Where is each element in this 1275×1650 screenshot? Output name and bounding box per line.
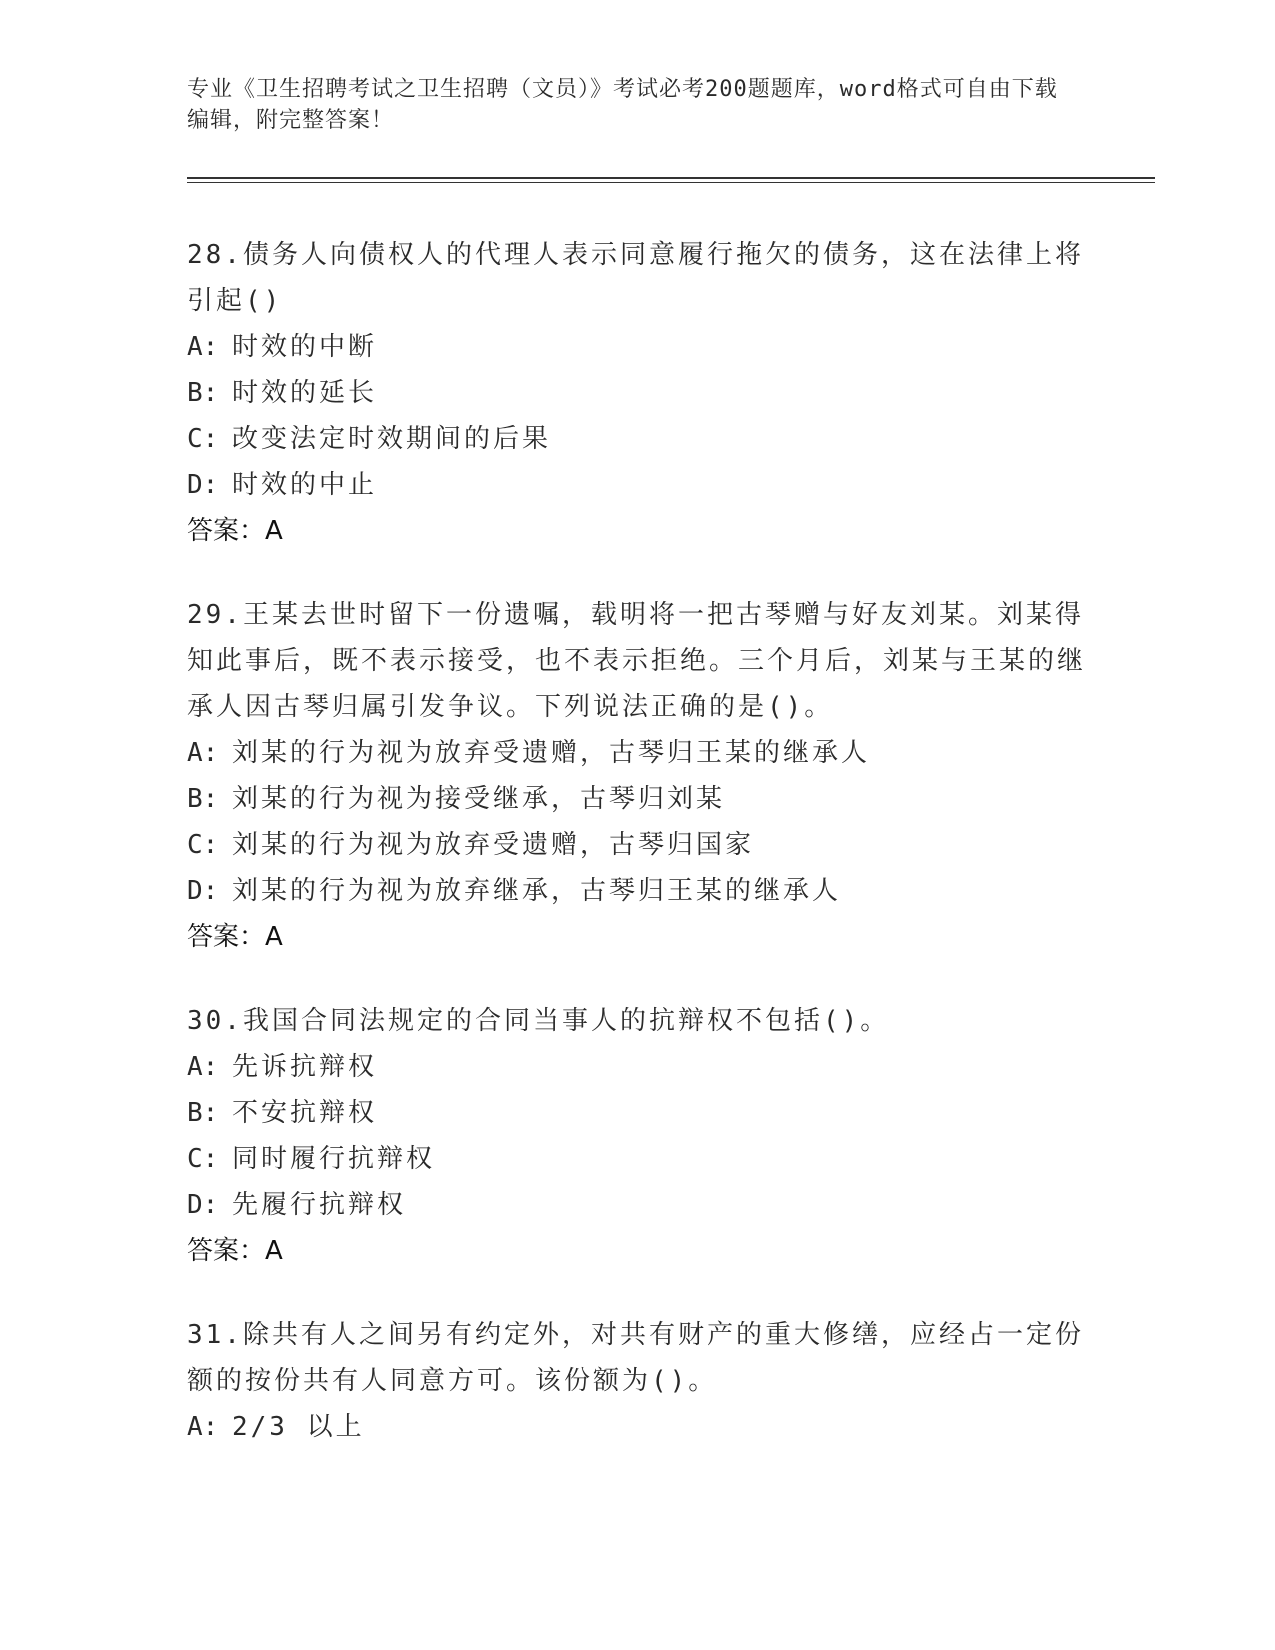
- option-text: 先履行抗辩权: [232, 1190, 407, 1220]
- answer-prefix: 答案：: [187, 922, 266, 952]
- option-text: 2/3 以上: [232, 1412, 365, 1442]
- option-label: C:: [187, 424, 219, 454]
- answer-line: [187, 914, 1087, 960]
- option-a: [187, 1044, 1087, 1090]
- answer-prefix: 答案：: [187, 516, 266, 546]
- option-label: A:: [187, 1052, 219, 1082]
- option-text: 时效的中止: [232, 470, 378, 500]
- option-b: [187, 776, 1087, 822]
- option-a: [187, 730, 1087, 776]
- option-c: [187, 1136, 1087, 1182]
- option-text: 不安抗辩权: [232, 1098, 378, 1128]
- option-text: 刘某的行为视为放弃受遗赠，古琴归国家: [232, 830, 755, 860]
- option-text: 刘某的行为视为放弃继承，古琴归王某的继承人: [232, 876, 842, 906]
- option-d: [187, 868, 1087, 914]
- option-label: C:: [187, 1144, 219, 1174]
- document-header: 专业《卫生招聘考试之卫生招聘（文员）》考试必考200题题库，word格式可自由下载编辑，附完整答案！: [187, 77, 1058, 133]
- option-label: A:: [187, 1412, 219, 1442]
- option-b: [187, 1090, 1087, 1136]
- header-divider-bottom: [187, 182, 1155, 183]
- question-30: [187, 998, 1087, 1274]
- question-29: [187, 592, 1087, 960]
- answer-line: [187, 508, 1087, 554]
- option-label: C:: [187, 830, 219, 860]
- option-d: [187, 1182, 1087, 1228]
- option-c: [187, 416, 1087, 462]
- option-c: [187, 822, 1087, 868]
- question-text: 30.我国合同法规定的合同当事人的抗辩权不包括()。: [187, 1006, 890, 1036]
- question-text: 29.王某去世时留下一份遗嘱，载明将一把古琴赠与好友刘某。刘某得知此事后，既不表示接受，也不表示拒绝。三个月后，刘某与王某的继承人因古琴归属引发争议。下列说法正确的是()。: [187, 600, 1087, 722]
- option-label: D:: [187, 470, 219, 500]
- option-b: [187, 370, 1087, 416]
- option-text: 刘某的行为视为放弃受遗赠，古琴归王某的继承人: [232, 738, 871, 768]
- option-label: D:: [187, 876, 219, 906]
- option-d: [187, 462, 1087, 508]
- option-text: 时效的中断: [232, 332, 378, 362]
- option-text: 改变法定时效期间的后果: [232, 424, 552, 454]
- answer-value: A: [265, 1236, 283, 1266]
- option-label: A:: [187, 332, 219, 362]
- option-label: B:: [187, 784, 219, 814]
- question-text: 28.债务人向债权人的代理人表示同意履行拖欠的债务，这在法律上将引起(): [187, 240, 1084, 316]
- option-label: A:: [187, 738, 219, 768]
- answer-value: A: [265, 516, 283, 546]
- question-text: 31.除共有人之间另有约定外，对共有财产的重大修缮，应经占一定份额的按份共有人同意方可。该份额为()。: [187, 1320, 1084, 1396]
- option-text: 时效的延长: [232, 378, 378, 408]
- option-label: B:: [187, 1098, 219, 1128]
- option-text: 刘某的行为视为接受继承，古琴归刘某: [232, 784, 726, 814]
- option-text: 同时履行抗辩权: [232, 1144, 436, 1174]
- option-a: [187, 1404, 1087, 1450]
- option-label: D:: [187, 1190, 219, 1220]
- header-divider-top: [187, 177, 1155, 179]
- answer-line: [187, 1228, 1087, 1274]
- option-text: 先诉抗辩权: [232, 1052, 378, 1082]
- option-a: [187, 324, 1087, 370]
- answer-value: A: [265, 922, 283, 952]
- question-31: [187, 1312, 1087, 1450]
- answer-prefix: 答案：: [187, 1236, 266, 1266]
- question-list: [187, 232, 1087, 1488]
- option-label: B:: [187, 378, 219, 408]
- question-28: [187, 232, 1087, 554]
